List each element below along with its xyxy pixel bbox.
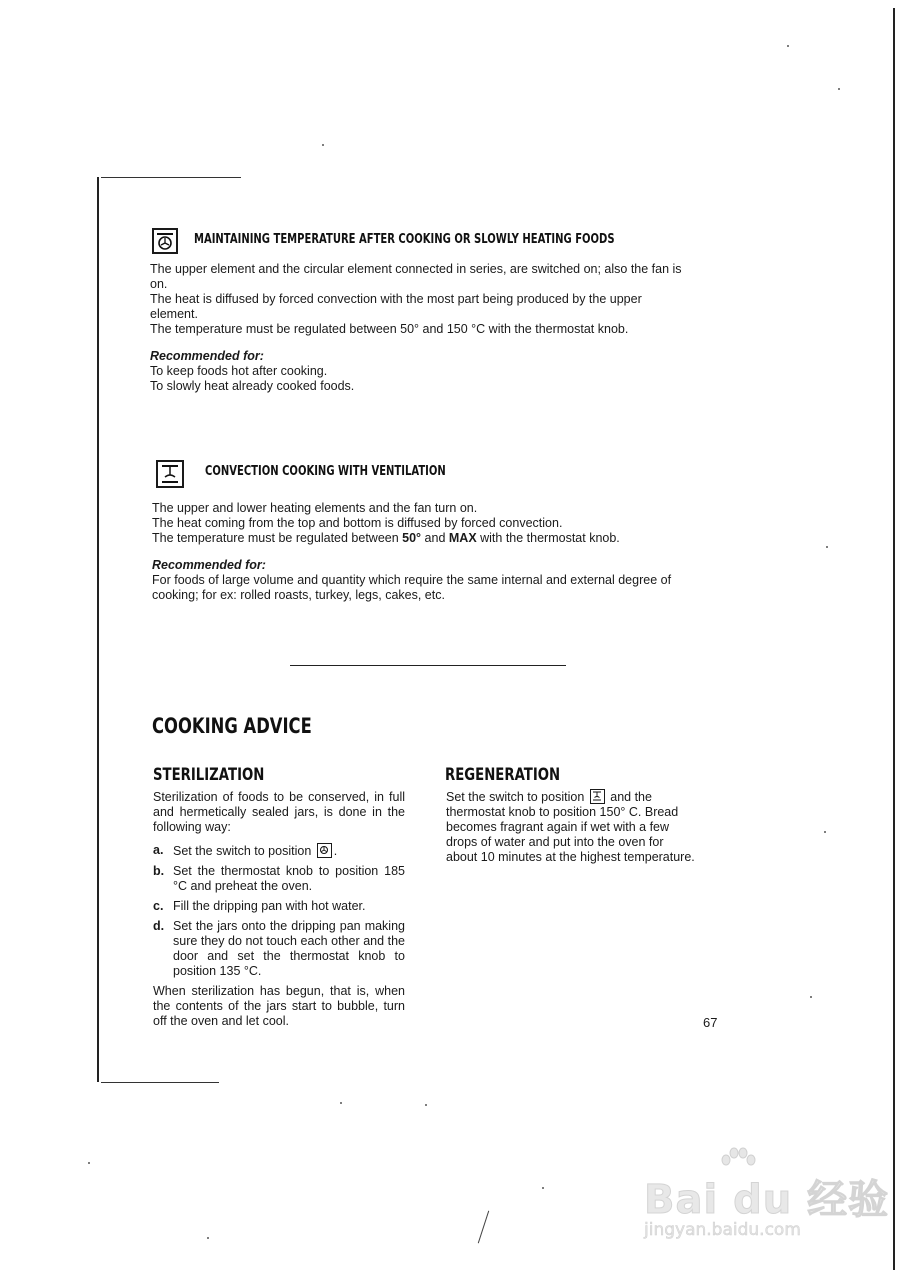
step-text-end: . [333, 844, 338, 858]
sterilization-column [153, 790, 405, 1029]
temp-min: 50° [402, 531, 422, 545]
temp-prefix: The temperature must be regulated between [152, 531, 403, 545]
top-left-rule [101, 177, 241, 178]
regeneration-column [446, 789, 696, 865]
sterilization-step [153, 843, 405, 859]
oven-fan-upper-element-icon [152, 228, 178, 254]
sterilization-outro: When sterilization has begun, that is, when the contents of the jars start to bubble, turn off the oven and let cool. [153, 984, 405, 1028]
step-label: c. [153, 899, 164, 913]
step-text: Set the jars onto the dripping pan making sure they do not touch each other and the door and set the thermostat knob to position 135 °C. [173, 919, 405, 978]
temp-max: MAX [448, 531, 477, 545]
section1-recommended-label: Recommended for: [150, 349, 264, 363]
baidu-watermark-url: jingyan.baidu.com [644, 1220, 801, 1240]
section1-line: The heat is diffused by forced convection with the most part being produced by the upper element. [150, 292, 642, 321]
section2-heading: CONVECTION COOKING WITH VENTILATION [205, 464, 446, 479]
scan-speck [340, 1102, 342, 1104]
step-text: Fill the dripping pan with hot water. [173, 899, 366, 913]
sterilization-step [153, 919, 405, 979]
paw-logo-icon [718, 1146, 758, 1172]
section2-recommended-text: For foods of large volume and quantity which require the same internal and external degree of cooking; for ex: rolled roasts, turkey, legs, cakes, etc. [152, 573, 672, 602]
left-margin-rule [97, 177, 99, 1082]
sterilization-intro: Sterilization of foods to be conserved, in full and hermetically sealed jars, is done in the following way: [153, 790, 405, 834]
section1-recommended-item: To slowly heat already cooked foods. [150, 379, 355, 393]
right-edge-rule [893, 8, 895, 1270]
scan-speck [207, 1237, 209, 1239]
section2-recommended-label: Recommended for: [152, 558, 266, 572]
oven-fan-icon [317, 843, 332, 858]
section2-body [152, 501, 697, 603]
step-text: Set the switch to position [173, 844, 312, 858]
sterilization-step [153, 864, 405, 894]
section1-line: The temperature must be regulated between 50° and 150 °C with the thermostat knob. [150, 322, 629, 336]
sterilization-step [153, 899, 405, 914]
scan-speck [838, 88, 840, 90]
scan-speck [824, 831, 826, 833]
section2-temperature-line [152, 531, 697, 546]
regeneration-text-start: Set the switch to position [446, 790, 585, 804]
scan-speck [810, 996, 812, 998]
step-label: d. [153, 919, 165, 933]
scan-speck [826, 546, 828, 548]
section1-heading: MAINTAINING TEMPERATURE AFTER COOKING OR SLOWLY HEATING FOODS [194, 232, 615, 247]
sterilization-heading: STERILIZATION [153, 765, 265, 785]
scan-speck [787, 45, 789, 47]
section2-line: The heat coming from the top and bottom is diffused by forced convection. [152, 516, 563, 530]
scan-speck [88, 1162, 90, 1164]
section-divider [290, 665, 566, 666]
section1-recommended-item: To keep foods hot after cooking. [150, 364, 328, 378]
oven-convection-icon [156, 460, 184, 488]
step-label: a. [153, 843, 164, 857]
temp-suffix: with the thermostat knob. [476, 531, 620, 545]
regeneration-heading: REGENERATION [445, 765, 561, 785]
regeneration-text [446, 789, 696, 865]
section1-line: The upper element and the circular element connected in series, are switched on; also the fan is on. [150, 262, 682, 291]
oven-convection-icon [590, 789, 605, 804]
regeneration-text-end: and the thermostat knob to position 150° C. Bread becomes fragrant again if wet with a few drops of water and put into the oven for about 10 minutes at the highest temperature. [446, 790, 695, 864]
section2-line: The upper and lower heating elements and the fan turn on. [152, 501, 478, 515]
scan-speck [322, 144, 324, 146]
scan-speck [542, 1187, 544, 1189]
scan-speck [425, 1104, 427, 1106]
baidu-watermark-brand: Bai du 经验 [644, 1177, 890, 1223]
cooking-advice-title: COOKING ADVICE [152, 714, 312, 738]
bottom-left-rule [101, 1082, 219, 1083]
step-text: Set the thermostat knob to position 185 °C and preheat the oven. [173, 864, 405, 893]
section1-body [150, 262, 690, 394]
step-label: b. [153, 864, 165, 878]
scan-stroke [478, 1211, 489, 1244]
temp-mid: and [421, 531, 449, 545]
page-number: 67 [703, 1015, 718, 1030]
